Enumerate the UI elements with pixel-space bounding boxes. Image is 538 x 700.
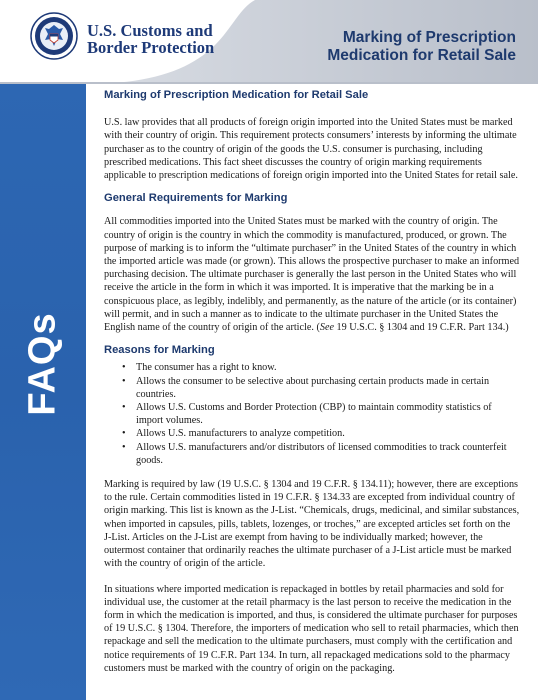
dhs-seal-icon <box>30 12 78 60</box>
general-requirements-citation: 19 U.S.C. § 1304 and 19 C.F.R. Part 134.) <box>334 322 509 334</box>
section-title-general-requirements: General Requirements for Marking <box>104 192 288 205</box>
j-list-paragraph: Marking is required by law (19 U.S.C. § 1304 and 19 C.F.R. § 134.11); however, there are exceptions to the rule. Certain commodities listed in 19 C.F.R. § 134.33 are excepted from individual country of origin marking. This list is known as the J-List. “Chemicals, drugs, medicinal, and similar substances, when imported in capsules, pills, tablets, lozenges, or troches,” are excepted articles set forth on the J-List. Articles on the J-List are exempt from having to be individually marked; however, the outermost container that ordinarily reaches the ultimate purchaser of a J-List article must be marked with the country of origin of the article. <box>104 479 520 570</box>
sidebar <box>0 84 86 700</box>
see-reference: See <box>319 322 334 334</box>
list-item: • The consumer has a right to know. <box>136 361 520 374</box>
section-title-reasons: Reasons for Marking <box>104 344 215 357</box>
repackaging-paragraph: In situations where imported medication is repackaged in bottles by retail pharmacies and sold for individual use, the customer at the retail pharmacy is the last person to receive the medication in the form in which the medication is imported, and thus, is considered the ultimate purchaser for purposes of 19 U.S.C. § 1304. Therefore, the importers of medication who sell to retail pharmacies, which then repackage and sell the medication to the ultimate purchasers, must comply with the certification and notice requirements of 19 C.F.R. Part 134. In turn, all repackaged medications sold to the pharmacy customers must be marked with the country of origin on the packaging. <box>104 583 519 674</box>
list-item: • Allows U.S. manufacturers and/or distributors of licensed commodities to track counterfeit goods. <box>136 441 520 467</box>
org-name-line2: Border Protection <box>87 38 215 57</box>
document-title-line2: Medication for Retail Sale <box>327 47 516 64</box>
org-name <box>87 22 214 56</box>
page-header <box>0 0 538 84</box>
sidebar-faqs-label: FAQs <box>21 312 64 416</box>
list-item: • Allows U.S. manufacturers to analyze competition. <box>136 427 520 440</box>
org-name-line1: U.S. Customs and <box>87 21 213 40</box>
section-title-marking: Marking of Prescription Medication for Retail Sale <box>104 89 369 101</box>
general-requirements-text: All commodities imported into the United States must be marked with the country of origin. The country of origin is the country in which the commodity is manufactured, produced, or grown. The purpose of marking is to inform the “ultimate purchaser” in the United States of the country in which the imported article was made (or grown). This allows the prospective purchaser to make an informed purchasing decision. The ultimate purchaser is generally the last person in the United States who will receive the article in the form in which it was imported. It is imperative that the marking be in a conspicuous place, as legibly, indelibly, and permanently, as the nature of the article (or its container) will permit, and in such a manner as to indicate to the ultimate purchaser in the United States the English name of the country of origin of the article. ( <box>104 216 520 334</box>
list-item: • Allows the consumer to be selective about purchasing certain products made in certain countries. <box>136 375 520 401</box>
document-title-line1: Marking of Prescription <box>342 29 516 46</box>
reasons-list <box>104 361 520 467</box>
general-requirements-paragraph <box>104 215 520 334</box>
intro-paragraph: U.S. law provides that all products of foreign origin imported into the United States must be marked with their country of origin. This requirement protects consumers’ interests by informing the ultimate purchaser as to the country of origin of the goods the U.S. consumer is purchasing, including prescribed medications. This fact sheet discusses the country of origin marking requirements applicable to prescription medications of foreign origin imported into the United States for retail sale. <box>104 117 518 182</box>
document-title <box>327 29 516 65</box>
list-item: • Allows U.S. Customs and Border Protection (CBP) to maintain commodity statistics of import volumes. <box>136 401 520 427</box>
main-content <box>104 86 520 675</box>
